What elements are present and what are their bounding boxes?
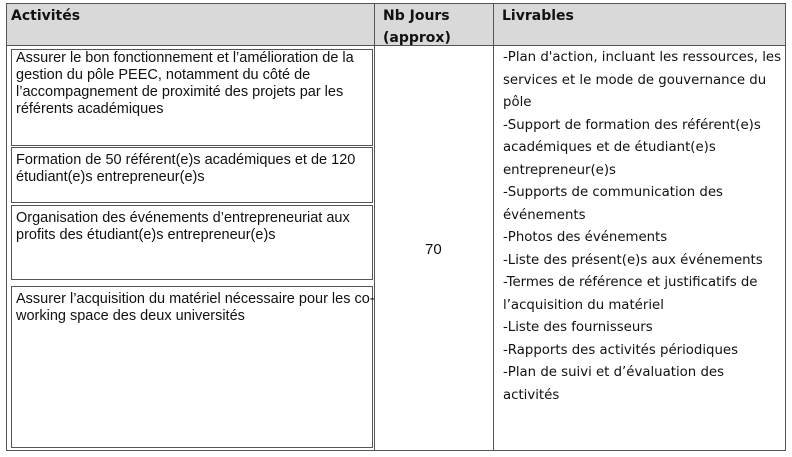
activity-text: Assurer le bon fonctionnement et l’amélioration de la gestion du pôle PEEC, notamment du côté de l’accompagnement de proximité des projets par les référents académiques [16,50,354,117]
header-livrables: Livrables [502,8,574,24]
column-divider [493,4,494,450]
header-activites: Activités [11,8,81,24]
header-nb-jours-line1: Nb Jours [383,8,450,24]
header-nb-jours [383,5,451,49]
livrable-item: -Liste des présent(e)s aux événements [503,252,763,268]
header-nb-jours-line2: (approx) [383,30,451,46]
nb-jours-value: 70 [425,241,442,258]
livrable-item: -Liste des fournisseurs [503,320,653,335]
livrable-item: -Photos des événements [503,230,668,245]
livrable-item: -Supports de communication des événements [503,185,723,223]
activity-text: Formation de 50 référent(e)s académiques et de 120 étudiant(e)s entrepreneur(e)s [16,152,356,185]
livrable-item: -Support de formation des référent(e)s académiques et de étudiant(e)s entrepreneur(e)s [503,117,761,178]
livrables-list [503,47,783,407]
activity-text: Organisation des événements d’entrepreneuriat aux profits des étudiant(e)s entrepreneur(e)s [16,210,350,243]
livrable-item: -Plan d'action, incluant les ressources, les services et le mode de gouvernance du pôle [503,50,782,110]
livrable-item: -Plan de suivi et d’évaluation des activités [503,365,725,403]
livrable-item: -Termes de référence et justificatifs de l’acquisition du matériel [503,275,758,313]
activity-text: Assurer l’acquisition du matériel nécessaire pour les co-working space des deux universités [16,291,375,324]
livrable-item: -Rapports des activités périodiques [503,342,739,358]
